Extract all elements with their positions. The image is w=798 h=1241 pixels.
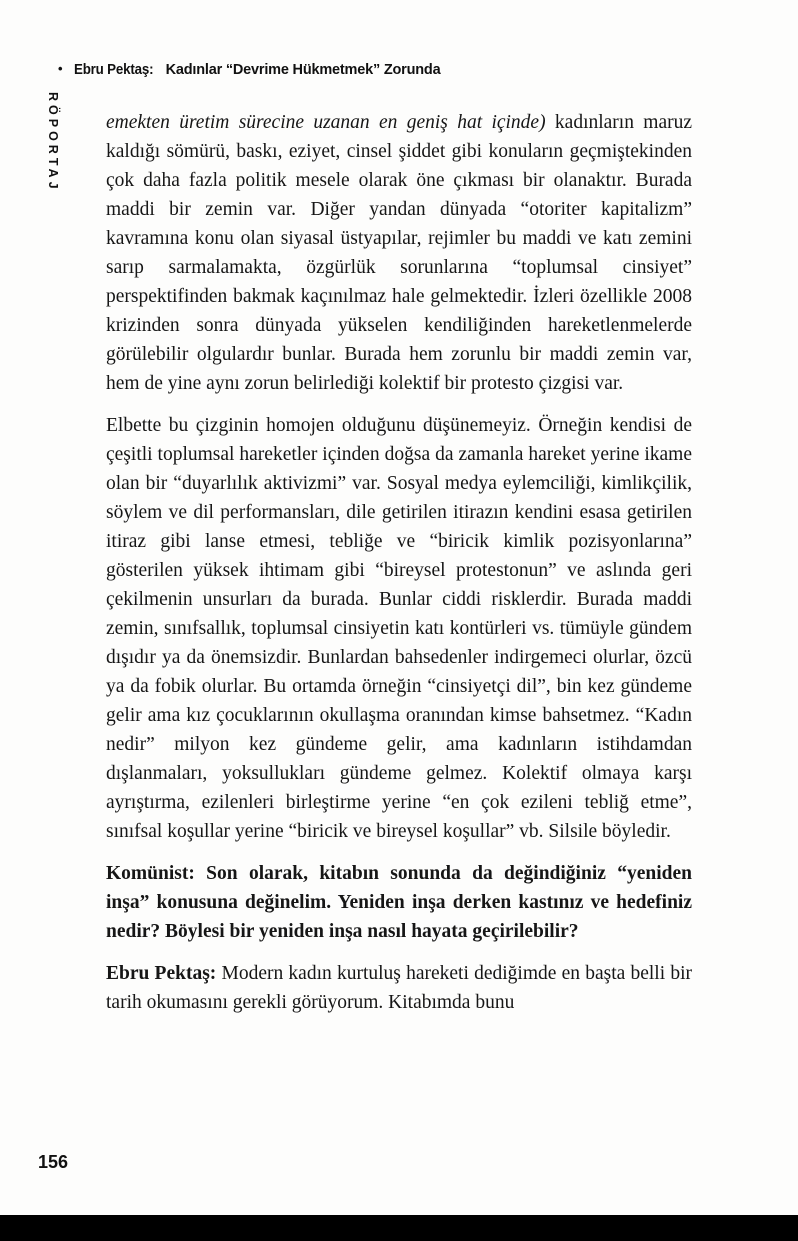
page-number: 156 [38, 1152, 69, 1172]
text-run: kadınların maruz kaldığı sömürü, baskı, eziyet, cinsel şiddet gibi konuların geçmiştekinden çok daha fazla politik mesele olarak öne çıkması bir olanaktır. Burada maddi bir zemin var. Diğer yandan dünyada “otoriter kapitalizm” kavramına konu olan siyasal üstyapılar, rejimler bu maddi ve katı zemini sarıp sarmalamakta, özgürlük sorunlarına “toplumsal cinsiyet” perspektifinden bakmak kaçınılmaz hale gelmektedir. İzleri özellikle 2008 krizinden sonra dünyada yükselen kendiliğinden hareketlenmelerde görülebilir olgulardır bunlar. Burada hem zorunlu bir maddi zemin var, hem de yine aynı zorun belirlediği kolektif bir protesto çizgisi var. [106, 112, 693, 394]
running-header [58, 62, 738, 78]
text-run: Modern kadın kurtuluş hareketi dediğimde en başta belli bir tarih okumasını gerekli görüyorum. Kitabımda bunu [106, 963, 692, 1013]
header-bullet-icon: • [58, 61, 63, 76]
header-author: Ebru Pektaş: [74, 62, 154, 78]
page-bottom-black-bar [0, 1215, 798, 1241]
text-run: emekten üretim sürecine uzanan en geniş hat içinde) [106, 112, 546, 133]
text-run: Komünist: Son olarak, kitabın sonunda da değindiğiniz “yeniden inşa” konusuna değinelim. Yeniden inşa derken kastınız ve hedefiniz nedir? Böylesi bir yeniden inşa nasıl hayata geçirilebilir? [106, 863, 692, 942]
header-title: Kadınlar “Devrime Hükmetmek” Zorunda [165, 62, 441, 78]
article-body [106, 108, 692, 1030]
body-paragraph [106, 959, 692, 1017]
text-run: Ebru Pektaş: [106, 963, 217, 984]
body-paragraph [106, 859, 692, 946]
section-label-vertical: RÖPORTAJ [46, 92, 60, 193]
body-paragraph [106, 411, 692, 846]
text-run: Elbette bu çizginin homojen olduğunu düşünemeyiz. Örneğin kendisi de çeşitli toplumsal hareketler içinden doğsa da zamanla hareket yerine ikame olan bir “duyarlılık aktivizmi” var. Sosyal medya eylemciliği, kimlikçilik, söylem ve dil performansları, dile getirilen itirazın kendini esasa getirilen itiraz gibi lanse etmesi, tebliğe ve “biricik kimlik pozisyonlarına” gösterilen yüksek ihtimam gibi “bireysel protestonun” ve aslında geri çekilmenin unsurları da burada. Bunlar ciddi risklerdir. Burada maddi zemin, sınıfsallık, toplumsal cinsiyetin katı kontürleri vs. tümüyle gündem dışıdır ya da önemsizdir. Bunlardan bahsedenler indirgemeci olurlar, özcü ya da fobik olurlar. Bu ortamda örneğin “cinsiyetçi dil”, bin kez gündeme gelir ama kız çocuklarının okullaşma oranından kimse bahsetmez. “Kadın nedir” milyon kez gündeme gelir, ama kadınların istihdamdan dışlanmaları, yoksullukları gündeme gelmez. Kolektif olmaya karşı ayrıştırma, ezilenleri birleştirme yerine “en çok ezileni tebliğ etme”, sınıfsal koşullar yerine “biricik ve bireysel koşullar” vb. Silsile böyledir. [106, 415, 692, 842]
body-paragraph [106, 108, 692, 398]
